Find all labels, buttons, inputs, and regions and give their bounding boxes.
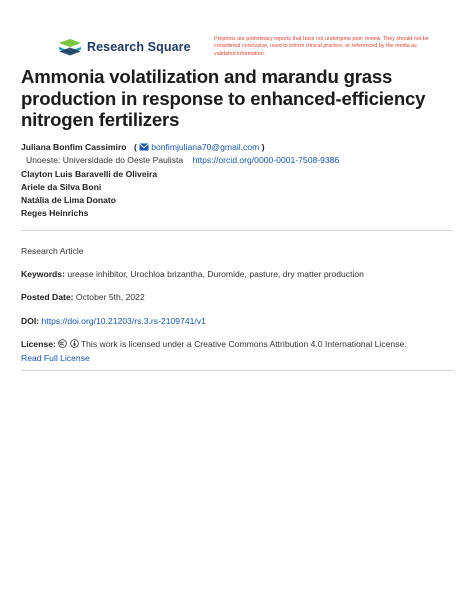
author-email-link[interactable]: bonfimjuliana70@gmail.com <box>151 142 260 152</box>
orcid-link[interactable]: https://orcid.org/0000-0001-7508-9386 <box>192 155 340 166</box>
preprint-disclaimer: Preprints are preliminary reports that have not undergone peer review. They should not be considered conclusive, used to inform clinical practice, or referenced by the media as validated information. <box>214 36 429 57</box>
author-name: Reges Heinrichs <box>21 208 89 219</box>
corresponding-author <box>21 141 461 154</box>
doi-link[interactable]: https://doi.org/10.21203/rs.3.rs-2109741/v1 <box>41 316 206 326</box>
cc-icon <box>58 339 67 348</box>
brand-name: Research Square <box>87 40 191 54</box>
envelope-icon <box>139 143 149 151</box>
author-email-wrapper <box>134 142 265 152</box>
divider <box>21 370 453 371</box>
posted-date-line <box>21 292 145 303</box>
research-square-logo[interactable] <box>58 38 191 56</box>
close-paren: ) <box>261 142 265 152</box>
license-text: This work is licensed under a Creative Commons Attribution 4.0 International License. <box>80 339 407 349</box>
doi-label: DOI: <box>21 316 40 326</box>
author-affiliation-line <box>21 154 461 167</box>
read-license-link[interactable]: Read Full License <box>21 353 90 363</box>
keywords-value: urease inhibitor, Urochloa brizantha, Duromide, pasture, dry matter production <box>67 269 364 279</box>
read-license-line <box>21 353 90 364</box>
author-list <box>21 141 461 221</box>
doi-line <box>21 316 206 327</box>
license-label: License: <box>21 339 56 349</box>
author-name: Juliana Bonfim Cassimiro <box>21 142 127 152</box>
license-line <box>21 339 407 350</box>
divider <box>21 230 453 231</box>
posted-date-label: Posted Date: <box>21 292 74 302</box>
by-icon <box>70 339 79 348</box>
author-affiliation: Unoeste: Universidade do Oeste Paulista <box>26 155 184 166</box>
author-name: Ariele da Silva Boni <box>21 181 102 192</box>
research-square-logo-icon <box>58 38 82 56</box>
author-name: Natália de Lima Donato <box>21 195 117 206</box>
keywords-label: Keywords: <box>21 269 65 279</box>
author-name: Clayton Luis Baravelli de Oliveira <box>21 168 158 179</box>
posted-date-value: October 5th, 2022 <box>75 292 145 302</box>
article-type: Research Article <box>21 246 84 256</box>
keywords-line <box>21 269 364 280</box>
paper-title: Ammonia volatilization and marandu grass production in response to enhanced-efficiency nitrogen fertilizers <box>21 66 426 130</box>
open-paren: ( <box>133 142 137 152</box>
